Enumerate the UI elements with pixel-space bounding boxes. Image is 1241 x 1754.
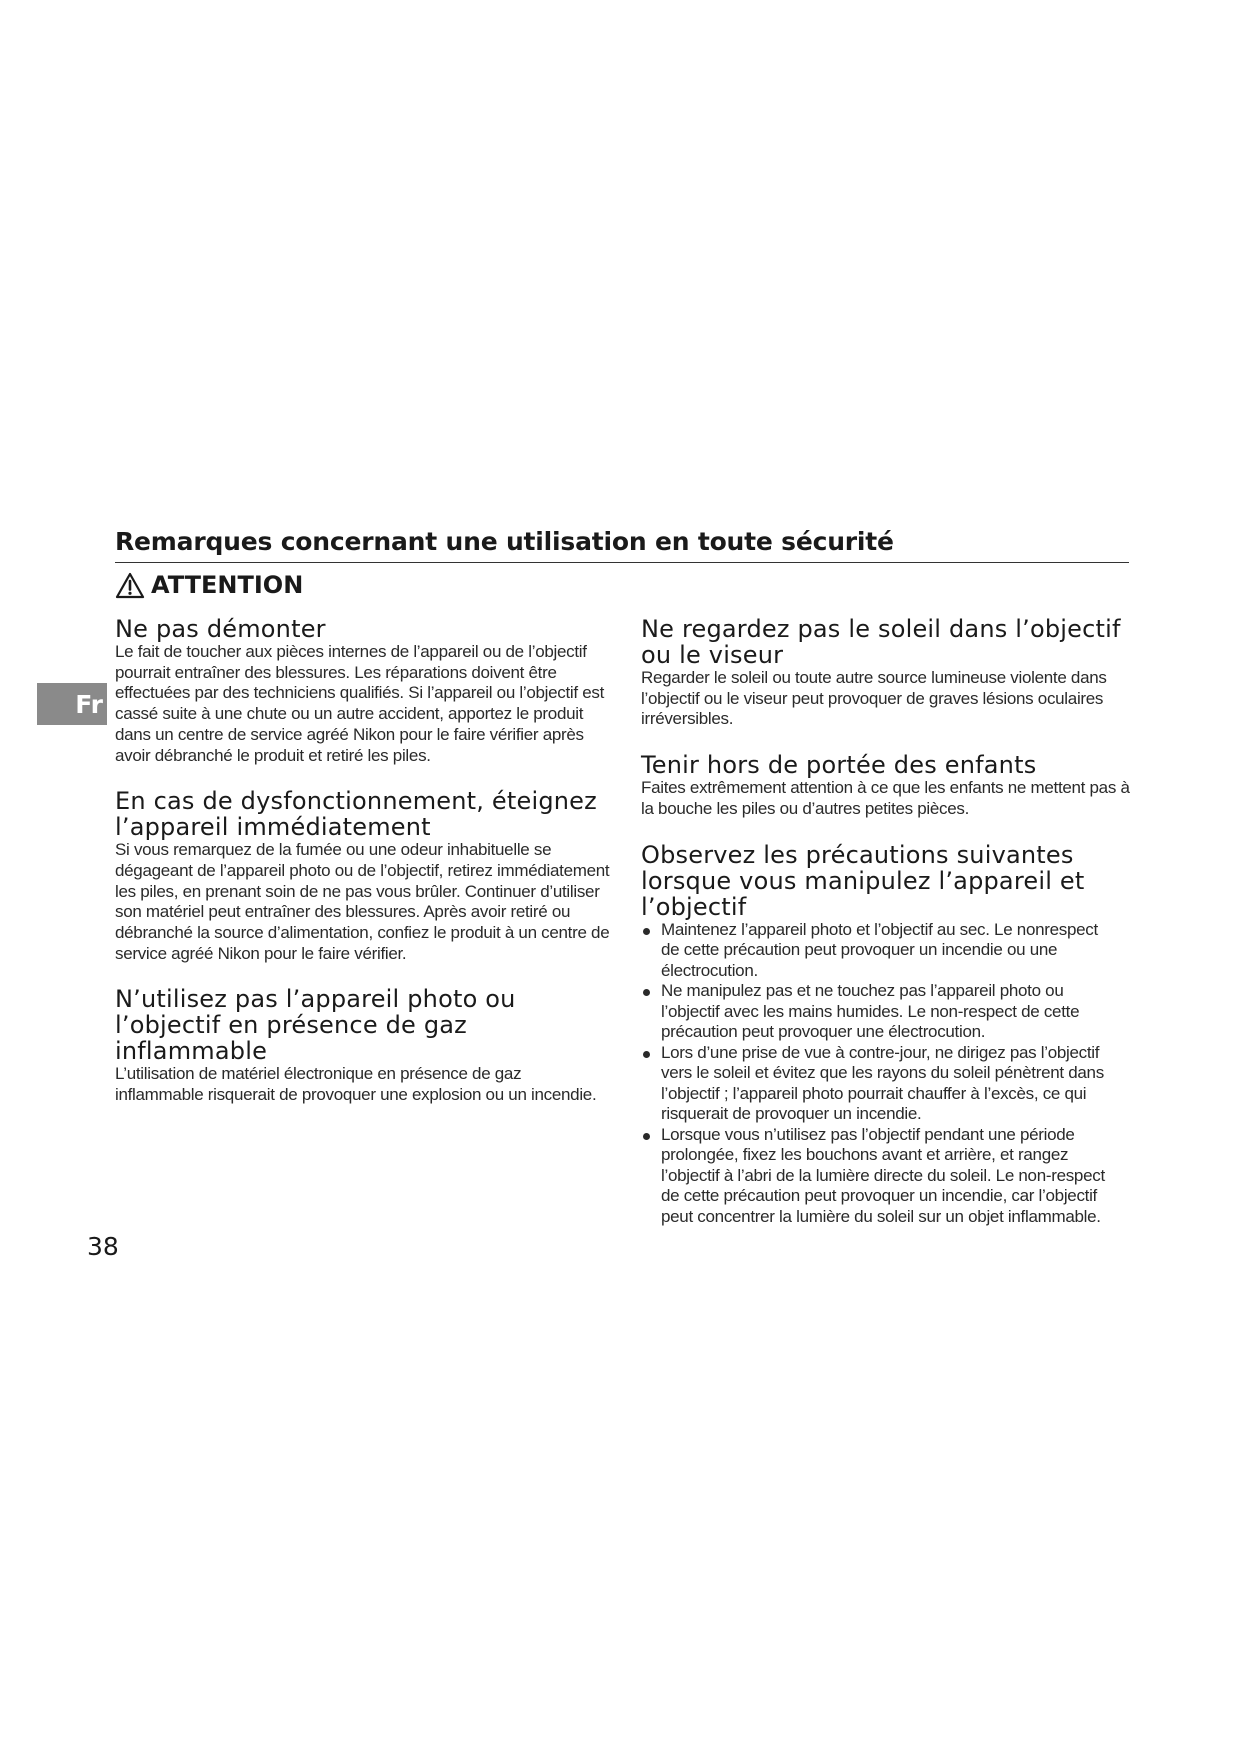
section-malfunction <box>115 788 610 964</box>
section-body: Si vous remarquez de la fumée ou une odeur inhabituelle se dégageant de l’appareil photo ou de l’objectif, retirez immédiatement les piles, en prenant soin de ne pas vous brûler. Continuer d’utiliser son matériel peut entraîner des blessures. Après avoir retiré ou débranché la source d’alimentation, confiez le produit à un centre de service agréé Nikon pour le faire vérifier. <box>115 840 610 963</box>
list-item-text: Maintenez l’appareil photo et l’objectif au sec. Le nonrespect de cette précaution peut provoquer un incendie ou une électrocution. <box>661 919 1098 980</box>
section-disassembly <box>115 616 610 766</box>
section-heading: Ne pas démonter <box>115 615 326 643</box>
bullet-icon <box>643 1051 650 1058</box>
list-item-text: Lors d’une prise de vue à contre-jour, ne dirigez pas l’objectif vers le soleil et évitez que les rayons du soleil pénètrent dans l’objectif ; l’appareil photo pourrait chauffer à l’excès, ce qui risquerait de provoquer un incendie. <box>661 1042 1104 1124</box>
section-heading: Tenir hors de portée des enfants <box>641 751 1037 780</box>
left-column <box>115 616 610 1128</box>
section-body: Regarder le soleil ou toute autre source lumineuse violente dans l’objectif ou le viseur peut provoquer de graves lésions oculaires irréversibles. <box>641 668 1107 729</box>
list-item <box>641 1043 1106 1125</box>
section-body: Le fait de toucher aux pièces internes de l’appareil ou de l’objectif pourrait entraîner des blessures. Les réparations doivent être effectuées par des techniciens qualifiés. Si l’appareil ou l’objectif est cassé suite à une chute ou un autre accident, apportez le produit dans un centre de service agréé Nikon pour le faire vérifier après avoir débranché le produit et retiré les piles. <box>115 642 605 765</box>
section-heading: N’utilisez pas l’appareil photo ou l’objectif en présence de gaz inflammable <box>115 985 516 1066</box>
list-item-text: Ne manipulez pas et ne touchez pas l’appareil photo ou l’objectif avec les mains humides. Le non-respect de cette précaution peut provoquer une électrocution. <box>661 981 1080 1042</box>
page-number: 38 <box>87 1232 119 1261</box>
right-column <box>641 616 1141 1249</box>
bullet-icon <box>643 989 650 996</box>
attention-heading <box>115 568 303 602</box>
section-sun <box>641 616 1141 730</box>
section-body: L’utilisation de matériel électronique en présence de gaz inflammable risquerait de provoquer une explosion ou un incendie. <box>115 1064 597 1105</box>
list-item <box>641 920 1106 982</box>
section-children <box>641 752 1141 819</box>
warning-triangle-icon <box>115 572 145 599</box>
language-tab: Fr <box>37 683 107 725</box>
section-precautions <box>641 842 1141 1228</box>
list-item-text: Lorsque vous n’utilisez pas l’objectif pendant une période prolongée, fixez les bouchons avant et arrière, et rangez l’objectif à l’abri de la lumière directe du soleil. Le non-respect de cette précaution peut provoquer un incendie, car l’objectif peut concentrer la lumière du soleil sur un objet inflammable. <box>661 1124 1105 1226</box>
section-body: Faites extrêmement attention à ce que les enfants ne mettent pas à la bouche les piles ou d’autres petites pièces. <box>641 778 1130 818</box>
list-item <box>641 981 1106 1043</box>
page-title: Remarques concernant une utilisation en toute sécurité <box>115 524 1129 563</box>
section-heading: Observez les précautions suivantes lorsque vous manipulez l’appareil et l’objectif <box>641 840 1085 921</box>
section-heading: Ne regardez pas le soleil dans l’objectif ou le viseur <box>641 615 1121 669</box>
list-item <box>641 1125 1106 1228</box>
section-flammable-gas <box>115 986 610 1105</box>
section-heading: En cas de dysfonctionnement, éteignez l’appareil immédiatement <box>115 787 597 842</box>
bullet-icon <box>643 928 650 935</box>
bullet-icon <box>643 1133 650 1140</box>
attention-label: ATTENTION <box>151 571 304 599</box>
precautions-list <box>641 920 1141 1228</box>
